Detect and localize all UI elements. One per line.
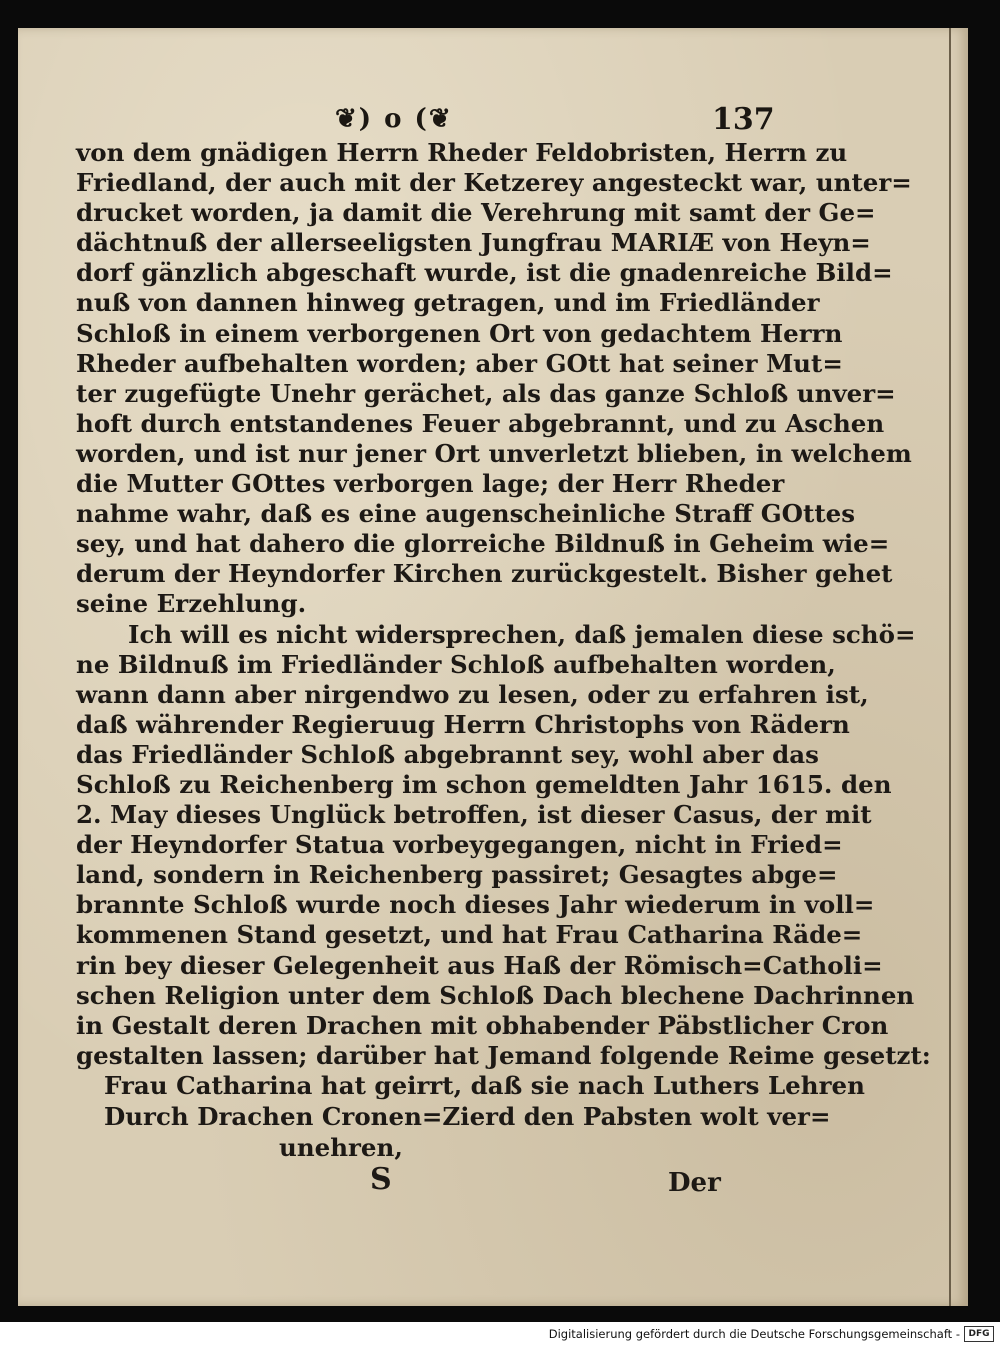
text-line: Schloß in einem verborgenen Ort von gedachtem Herrn <box>76 318 843 348</box>
paragraph-start-line: Ich will es nicht widersprechen, daß jemalen diese schö= <box>128 619 916 649</box>
text-line: das Friedländer Schloß abgebrannt sey, wohl aber das <box>76 739 819 769</box>
text-line: nuß von dannen hinweg getragen, und im Friedländer <box>76 288 820 318</box>
text-line: derum der Heyndorfer Kirchen zurückgestelt. Bisher gehet <box>76 559 893 589</box>
text-line: Friedland, der auch mit der Ketzerey angesteckt war, unter= <box>76 168 912 198</box>
text-line: nahme wahr, daß es eine augenscheinliche Straff GOttes <box>76 499 856 529</box>
text-line: schen Religion unter dem Schloß Dach blechene Dachrinnen <box>76 980 915 1010</box>
text-line: wann dann aber nirgendwo zu lesen, oder zu erfahren ist, <box>76 679 869 709</box>
header-ornament: ❦) o (❦ <box>335 104 453 134</box>
text-line: ne Bildnuß im Friedländer Schloß aufbehalten worden, <box>76 649 836 679</box>
text-line: die Mutter GOttes verborgen lage; der Herr Rheder <box>76 469 785 499</box>
verse-block <box>104 1070 865 1163</box>
text-line: land, sondern in Reichenberg passiret; Gesagtes abge= <box>76 860 838 890</box>
signature-mark: S <box>370 1162 392 1197</box>
text-line: hoft durch entstandenes Feuer abgebrannt, und zu Aschen <box>76 408 885 438</box>
text-line: kommenen Stand gesetzt, und hat Frau Catharina Räde= <box>76 920 863 950</box>
text-line: der Heyndorfer Statua vorbeygegangen, nicht in Fried= <box>76 830 843 860</box>
verse-line: unehren, <box>279 1133 403 1162</box>
dfg-logo: DFG <box>964 1326 994 1342</box>
text-line: drucket worden, ja damit die Verehrung mit samt der Ge= <box>76 198 876 228</box>
text-line: dorf gänzlich abgeschaft wurde, ist die gnadenreiche Bild= <box>76 258 893 288</box>
funding-notice: Digitalisierung gefördert durch die Deutsche Forschungsgemeinschaft - <box>548 1327 960 1341</box>
page-edge <box>949 28 951 1306</box>
verse-line: Frau Catharina hat geirrt, daß sie nach Luthers Lehren <box>104 1071 865 1100</box>
text-line: in Gestalt deren Drachen mit obhabender Päbstlicher Cron <box>76 1010 889 1040</box>
text-line: seine Erzehlung. <box>76 589 307 619</box>
text-line: dächtnuß der allerseeligsten Jungfrau MARIÆ von Heyn= <box>76 228 871 258</box>
page-number: 137 <box>712 102 775 137</box>
text-line: gestalten lassen; darüber hat Jemand folgende Reime gesetzt: <box>76 1040 931 1070</box>
text-line: worden, und ist nur jener Ort unverletzt blieben, in welchem <box>76 438 912 468</box>
text-line: Schloß zu Reichenberg im schon gemeldten Jahr 1615. den <box>76 769 892 799</box>
body-text <box>76 138 931 1071</box>
text-line: ter zugefügte Unehr gerächet, als das ganze Schloß unver= <box>76 378 896 408</box>
text-line: rin bey dieser Gelegenheit aus Haß der Römisch=Catholi= <box>76 950 883 980</box>
text-line: Rheder aufbehalten worden; aber GOtt hat seiner Mut= <box>76 348 843 378</box>
text-line: 2. May dieses Unglück betroffen, ist dieser Casus, der mit <box>76 800 872 830</box>
footer-bar <box>0 1322 1000 1345</box>
text-line: daß währender Regieruug Herrn Christophs von Rädern <box>76 709 850 739</box>
verse-line: Durch Drachen Cronen=Zierd den Pabsten wolt ver= <box>104 1102 831 1131</box>
text-line: sey, und hat dahero die glorreiche Bildnuß in Geheim wie= <box>76 529 890 559</box>
text-line: brannte Schloß wurde noch dieses Jahr wiederum in voll= <box>76 890 875 920</box>
text-line: von dem gnädigen Herrn Rheder Feldobristen, Herrn zu <box>76 138 848 167</box>
catchword: Der <box>668 1168 721 1198</box>
